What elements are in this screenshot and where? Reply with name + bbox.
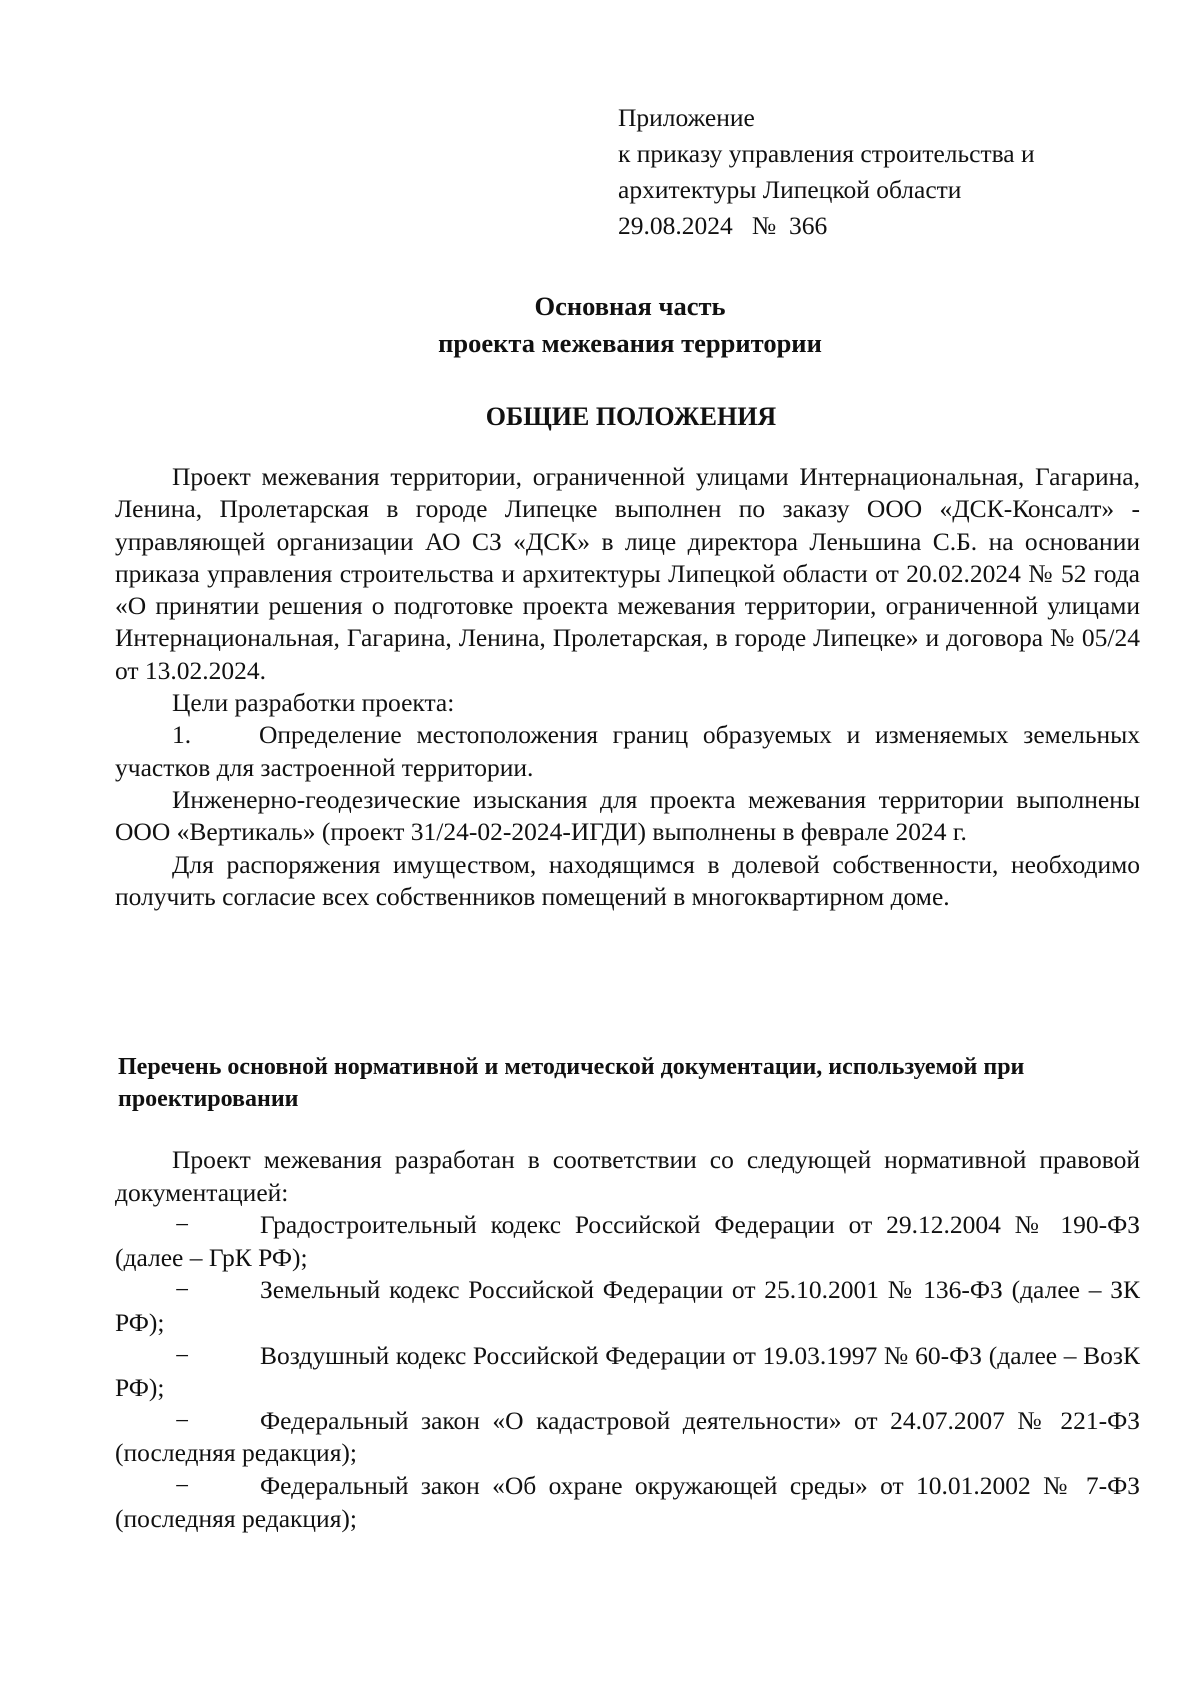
approval-line-2: к приказу управления строительства и	[618, 139, 1035, 168]
list-item-text: Федеральный закон «О кадастровой деятельности» от 24.07.2007 № 221-ФЗ (последняя редакция);	[115, 1405, 1140, 1468]
approval-date-number: 29.08.2024 № 366	[618, 211, 828, 240]
list-item-text: Воздушный кодекс Российской Федерации от 19.03.1997 № 60-ФЗ (далее – ВозК РФ);	[115, 1340, 1140, 1403]
goal-item-1	[115, 719, 1140, 784]
dash-bullet: −	[175, 1405, 190, 1435]
document-title	[0, 288, 1200, 362]
general-section-body	[115, 461, 1140, 913]
dash-bullet: −	[175, 1470, 190, 1500]
normative-intro: Проект межевания разработан в соответствии со следующей нормативной правовой документацией:	[115, 1145, 1140, 1207]
list-item-text: Земельный кодекс Российской Федерации от 25.10.2001 № 136-ФЗ (далее – ЗК РФ);	[115, 1275, 1140, 1337]
list-item-text: Федеральный закон «Об охране окружающей среды» от 10.01.2002 № 7-ФЗ (последняя редакция);	[115, 1470, 1140, 1533]
goal-item-number: 1.	[172, 720, 192, 750]
paragraph-project-basis: Проект межевания территории, ограниченной улицами Интернациональная, Гагарина, Ленина, Пролетарская в городе Липецке выполнен по заказу ООО «ДСК-Консалт» - управляющей организации АО СЗ «ДСК» в лице директора Леньшина С.Б. на основании приказа управления строительства и архитектуры Липецкой области от 20.02.2024 № 52 года «О принятии решения о подготовке проекта межевания территории, ограниченной улицами Интернациональная, Гагарина, Ленина, Пролетарская, в городе Липецке» и договора № 05/24 от 13.02.2024.	[115, 462, 1140, 685]
list-item	[115, 1340, 1140, 1405]
list-item	[115, 1405, 1140, 1470]
list-item	[115, 1209, 1140, 1274]
general-section-heading: ОБЩИЕ ПОЛОЖЕНИЯ	[485, 402, 777, 431]
approval-line-3: архитектуры Липецкой области	[618, 175, 962, 204]
normative-section-heading: Перечень основной нормативной и методической документации, используемой при проектировании	[118, 1054, 1025, 1112]
approval-block	[618, 100, 1035, 244]
list-item	[115, 1470, 1140, 1535]
list-item	[115, 1274, 1140, 1339]
paragraph-property-consent: Для распоряжения имуществом, находящимся в долевой собственности, необходимо получить согласие всех собственников помещений в многоквартирном доме.	[115, 849, 1140, 911]
approval-line-1: Приложение	[618, 103, 755, 132]
normative-section-body	[115, 1144, 1140, 1535]
goal-item-text: Определение местоположения границ образуемых и изменяемых земельных участков для застроенной территории.	[115, 720, 1140, 782]
dash-bullet: −	[175, 1340, 190, 1370]
list-item-text: Градостроительный кодекс Российской Федерации от 29.12.2004 № 190-ФЗ (далее – ГрК РФ);	[115, 1210, 1140, 1272]
title-line-2: проекта межевания территории	[438, 328, 822, 358]
title-line-1: Основная часть	[534, 291, 726, 321]
dash-bullet: −	[175, 1275, 190, 1305]
dash-bullet: −	[175, 1210, 190, 1240]
goals-label: Цели разработки проекта:	[172, 688, 455, 718]
paragraph-surveys: Инженерно-геодезические изыскания для проекта межевания территории выполнены ООО «Вертикаль» (проект 31/24-02-2024-ИГДИ) выполнены в феврале 2024 г.	[115, 784, 1140, 847]
